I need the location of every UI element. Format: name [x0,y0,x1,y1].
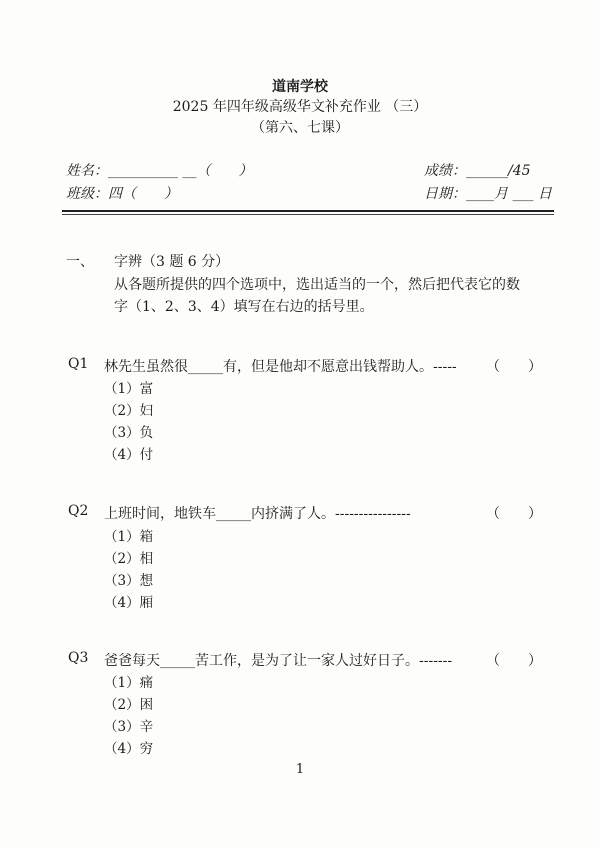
question-label: Q3 [68,650,89,666]
option: （1）箱 [104,529,154,545]
page-number: 1 [295,762,305,777]
option: （1）痛 [104,675,154,691]
header-divider [62,210,554,212]
section-instruction-line2: 字（1、2、3、4）填写在右边的括号里。 [114,299,374,315]
option: （4）付 [104,447,154,463]
section-number: 一、 [66,254,94,270]
option: （3）想 [104,573,154,589]
question-text: 上班时间，地铁车_____内挤满了人。---------------- [104,506,411,522]
question-label: Q1 [68,356,89,372]
date-field: 日期：____月 ___ 日 [424,186,552,202]
option: （2）困 [104,697,154,713]
worksheet-title: 2025 年四年级高级华文补充作业 （三） [172,99,428,115]
option: （2）相 [104,551,154,567]
name-field: 姓名：__________ __（ ） [66,163,253,179]
worksheet-subtitle: （第六、七课） [251,120,349,136]
question-text: 爸爸每天_____苦工作，是为了让一家人过好日子。------- [104,653,453,669]
option: （4）厢 [104,595,154,611]
score-field: 成绩：______/45 [424,163,531,179]
class-field: 班级：四（ ） [66,186,178,202]
answer-bracket[interactable]: （ ） [486,653,542,669]
question-text: 林先生虽然很_____有，但是他却不愿意出钱帮助人。----- [104,359,457,375]
section-title: 字辨（3 题 6 分） [114,254,230,270]
header-divider-thin [62,214,554,215]
section-instruction-line1: 从各题所提供的四个选项中，选出适当的一个，然后把代表它的数 [114,277,520,293]
option: （2）妇 [104,403,154,419]
question-label: Q2 [68,503,89,519]
answer-bracket[interactable]: （ ） [486,506,542,522]
option: （3）辛 [104,719,154,735]
option: （3）负 [104,425,154,441]
school-name: 道南学校 [272,79,328,95]
option: （4）穷 [104,741,154,757]
answer-bracket[interactable]: （ ） [486,359,542,375]
option: （1）富 [104,381,154,397]
